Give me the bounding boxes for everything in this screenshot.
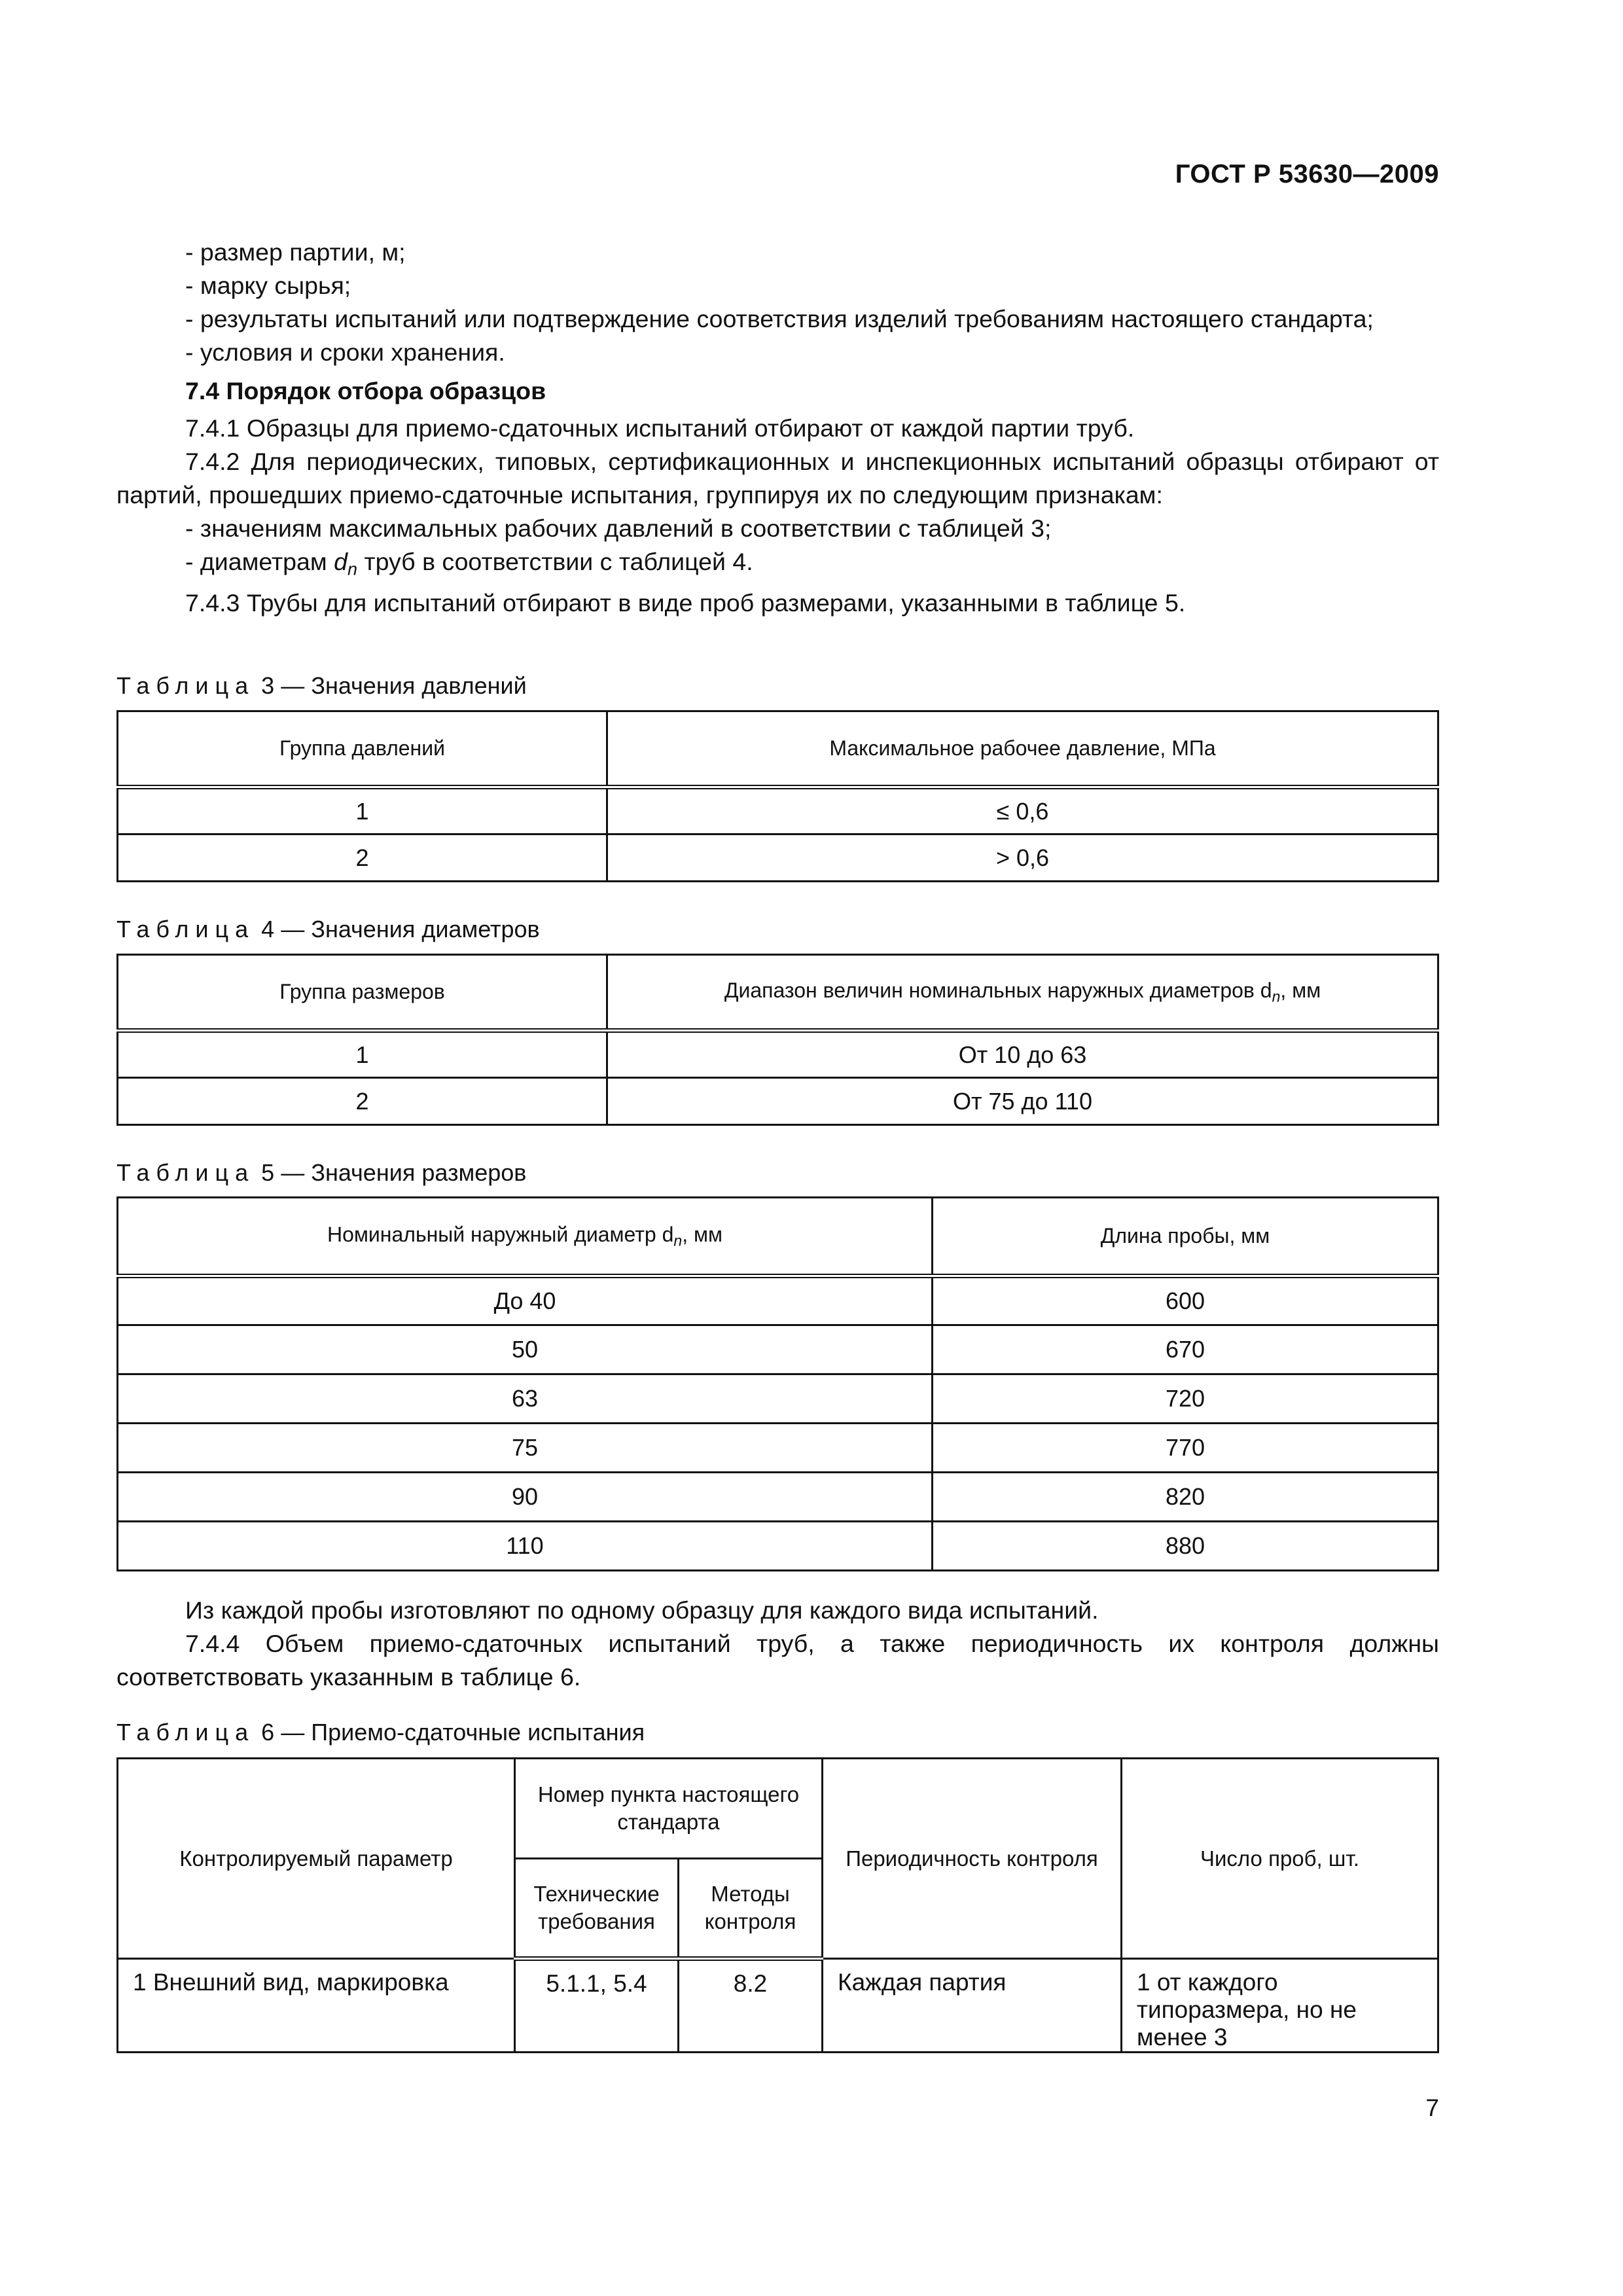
caption-word: Таблица [116, 1719, 255, 1746]
table3 [116, 710, 1439, 882]
table-cell: 5.1.1, 5.4 [515, 1959, 679, 2053]
math-subscript: n [347, 559, 357, 579]
table5-caption [116, 1160, 526, 1186]
table-cell: > 0,6 [607, 834, 1438, 882]
table-cell: 1 [118, 787, 607, 834]
table-cell: 1 от каждого типоразмера, но не менее 3 [1122, 1959, 1438, 2053]
table4 [116, 954, 1439, 1126]
document-code: ГОСТ Р 53630—2009 [1175, 160, 1439, 188]
section-heading: 7.4 Порядок отбора образцов [185, 377, 546, 404]
caption-word: Таблица [116, 1159, 255, 1186]
table-header: Периодичность контроля [823, 1759, 1122, 1959]
table-cell: 670 [933, 1325, 1438, 1374]
caption-text: 6 — Приемо-сдаточные испытания [261, 1719, 645, 1746]
table-cell: 820 [933, 1473, 1438, 1522]
list-item [116, 545, 1439, 586]
caption-text: 4 — Значения диаметров [261, 916, 540, 942]
table3-caption [116, 673, 527, 699]
table-row [118, 1374, 1438, 1424]
table-row [118, 1473, 1438, 1522]
table-header: Технические требования [515, 1859, 679, 1959]
table-header: Группа давлений [118, 711, 607, 787]
paragraph: 7.4.4 Объем приемо-сдаточных испытаний труб, а также периодичность их контроля должны соответствовать указанным в таблице 6. [116, 1630, 1439, 1691]
table-cell: 600 [933, 1276, 1438, 1325]
table-cell: 50 [118, 1325, 933, 1374]
math-symbol: d [334, 548, 348, 575]
table-header: Длина пробы, мм [933, 1198, 1438, 1276]
table-row [118, 1031, 1438, 1078]
table-row [118, 1424, 1438, 1473]
table-cell: 2 [118, 1078, 607, 1125]
table-header: Методы контроля [679, 1859, 823, 1959]
math-subscript: n [1272, 988, 1281, 1005]
list-item: - марку сырья; [185, 272, 351, 299]
caption-text: 3 — Значения давлений [261, 672, 527, 699]
paragraph: Из каждой пробы изготовляют по одному образцу для каждого вида испытаний. [185, 1596, 1099, 1624]
table4-caption [116, 916, 540, 942]
table-cell: 110 [118, 1522, 933, 1571]
table-header: Максимальное рабочее давление, МПа [607, 711, 1438, 787]
table6 [116, 1757, 1439, 2053]
text-fragment: труб в соответствии с таблицей 4. [357, 548, 753, 575]
table-cell: От 10 до 63 [607, 1031, 1438, 1078]
caption-word: Таблица [116, 672, 255, 699]
caption-word: Таблица [116, 916, 255, 942]
header-text: , мм [682, 1222, 722, 1246]
list-item: - результаты испытаний или подтверждение соответствия изделий требованиям настоящего стандарта; [185, 305, 1374, 332]
table-cell: 63 [118, 1374, 933, 1424]
header-text: , мм [1280, 978, 1321, 1002]
table-header: Номер пункта настоящего стандарта [515, 1759, 823, 1859]
body-text [116, 236, 1439, 620]
header-text: Диапазон величин номинальных наружных диаметров d [724, 978, 1272, 1002]
caption-text: 5 — Значения размеров [261, 1159, 527, 1186]
table-cell: 75 [118, 1424, 933, 1473]
list-item: - условия и сроки хранения. [185, 338, 505, 366]
table-cell: ≤ 0,6 [607, 787, 1438, 834]
table-row [118, 1959, 1438, 2053]
table5 [116, 1196, 1439, 1571]
table6-caption [116, 1719, 645, 1746]
table-header [118, 1198, 933, 1276]
list-item: - размер партии, м; [185, 238, 406, 266]
table-cell: 90 [118, 1473, 933, 1522]
list-item: - значениям максимальных рабочих давлений в соответствии с таблицей 3; [185, 514, 1052, 542]
table-header: Контролируемый параметр [118, 1759, 515, 1959]
table-cell: До 40 [118, 1276, 933, 1325]
table-row [118, 1325, 1438, 1374]
table-row [118, 834, 1438, 882]
table-row [118, 1522, 1438, 1571]
header-text: Номинальный наружный диаметр d [327, 1222, 674, 1246]
text-fragment: - диаметрам [185, 548, 334, 575]
body-text-2 [116, 1594, 1439, 1694]
paragraph: 7.4.2 Для периодических, типовых, сертификационных и инспекционных испытаний образцы отбирают от партий, прошедших приемо-сдаточные испытания, группируя их по следующим признакам: [116, 448, 1439, 509]
table-cell: 770 [933, 1424, 1438, 1473]
math-subscript: n [673, 1232, 683, 1249]
table-row [118, 1276, 1438, 1325]
table-header: Группа размеров [118, 955, 607, 1031]
table-cell: От 75 до 110 [607, 1078, 1438, 1125]
table-cell: 720 [933, 1374, 1438, 1424]
table-row [118, 787, 1438, 834]
page-number: 7 [1425, 2094, 1439, 2121]
table-cell: 880 [933, 1522, 1438, 1571]
table-cell: 1 [118, 1031, 607, 1078]
paragraph: 7.4.3 Трубы для испытаний отбирают в виде проб размерами, указанными в таблице 5. [185, 588, 1186, 617]
paragraph: 7.4.1 Образцы для приемо-сдаточных испытаний отбирают от каждой партии труб. [185, 414, 1135, 442]
table-header [607, 955, 1438, 1031]
table-cell: 1 Внешний вид, маркировка [118, 1959, 515, 2053]
table-cell: 2 [118, 834, 607, 882]
table-cell: 8.2 [679, 1959, 823, 2053]
table-header: Число проб, шт. [1122, 1759, 1438, 1959]
table-cell: Каждая партия [823, 1959, 1122, 2053]
table-row [118, 1078, 1438, 1125]
